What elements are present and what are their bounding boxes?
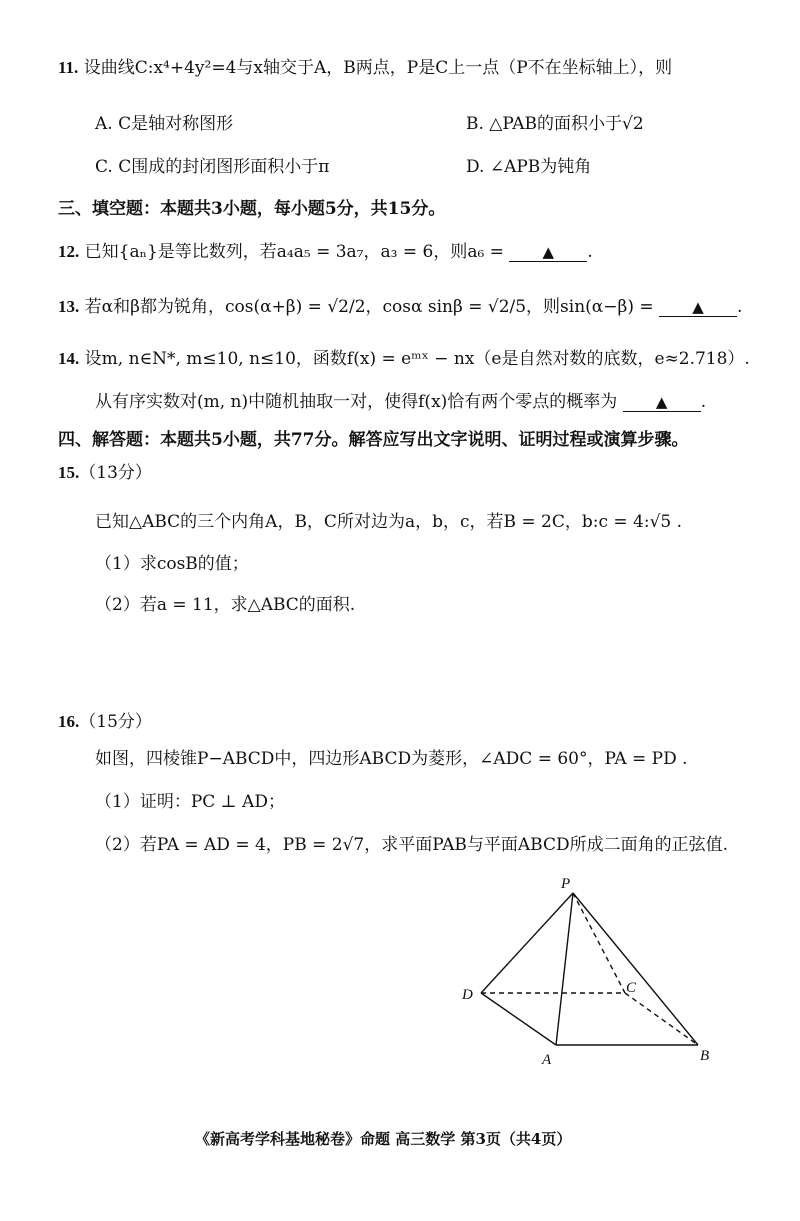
vertex-label-B: B <box>700 1048 710 1064</box>
triangle-icon: ▲ <box>542 243 555 261</box>
q14-text-1: 设m, n∈N*, m≤10, n≤10，函数f(x) = eᵐˣ − nx（e是自然对数的底数，e≈2.718）. <box>84 349 750 369</box>
q13-number: 13. <box>58 297 80 316</box>
q14-text-2: 从有序实数对(m, n)中随机抽取一对，使得f(x)恰有两个零点的概率为 <box>95 392 618 412</box>
q11-option-a: A. C是轴对称图形 <box>95 114 234 134</box>
q11-option-d: D. ∠APB为钝角 <box>466 157 592 177</box>
q14-number: 14. <box>58 349 80 368</box>
vertex-label-A: A <box>542 1052 552 1068</box>
q15-score: （13分） <box>79 463 152 483</box>
q11-number: 11. <box>58 58 79 77</box>
q11-stem: 设曲线C:x⁴+4y²=4与x轴交于A，B两点，P是C上一点（P不在坐标轴上），则 <box>83 58 673 78</box>
q13-end: . <box>737 297 743 317</box>
q16-number: 16. <box>58 712 80 731</box>
q11-option-b: B. △PAB的面积小于√2 <box>466 114 644 134</box>
section-4-title: 四、解答题：本题共5小题，共77分。解答应写出文字说明、证明过程或演算步骤。 <box>58 430 689 450</box>
edge-PC-hidden <box>573 893 625 993</box>
page-footer: 《新高考学科基地秘卷》命题 高三数学 第3页（共4页） <box>195 1130 572 1148</box>
vertex-label-C: C <box>626 980 637 996</box>
triangle-icon: ▲ <box>655 393 668 411</box>
edge-PD <box>481 893 573 993</box>
q12-number: 12. <box>58 242 80 261</box>
q16-score: （15分） <box>79 712 152 732</box>
q16-part-2: （2）若PA = AD = 4，PB = 2√7，求平面PAB与平面ABCD所成二面角的正弦值. <box>95 835 729 855</box>
q13-text: 若α和β都为锐角，cos(α+β) = √2/2，cosα sinβ = √2/5，则sin(α−β) = <box>84 297 654 317</box>
edge-DA <box>481 993 556 1045</box>
edge-PB <box>573 893 698 1045</box>
q15-stem: 已知△ABC的三个内角A，B，C所对边为a，b，c，若B = 2C，b:c = 4:√5 . <box>95 512 683 532</box>
q16-stem: 如图，四棱锥P−ABCD中，四边形ABCD为菱形，∠ADC = 60°，PA = PD . <box>95 749 688 769</box>
q15-part-2: （2）若a = 11，求△ABC的面积. <box>95 595 356 615</box>
q16-part-1: （1）证明：PC ⊥ AD； <box>95 792 285 812</box>
q14-end: . <box>700 392 707 412</box>
q12-text: 已知{aₙ}是等比数列，若a₄a₅ = 3a₇，a₃ = 6，则a₆ = <box>84 242 504 262</box>
section-3-title: 三、填空题：本题共3小题，每小题5分，共15分。 <box>58 199 446 219</box>
q11-option-c: C. C围成的封闭图形面积小于π <box>95 157 330 177</box>
vertex-label-P: P <box>561 876 571 892</box>
q15-number: 15. <box>58 463 80 482</box>
q12-end: . <box>587 242 593 262</box>
edge-PA <box>556 893 573 1045</box>
triangle-icon: ▲ <box>692 298 704 316</box>
vertex-label-D: D <box>462 987 473 1003</box>
q15-part-1: （1）求cosB的值； <box>95 554 249 574</box>
